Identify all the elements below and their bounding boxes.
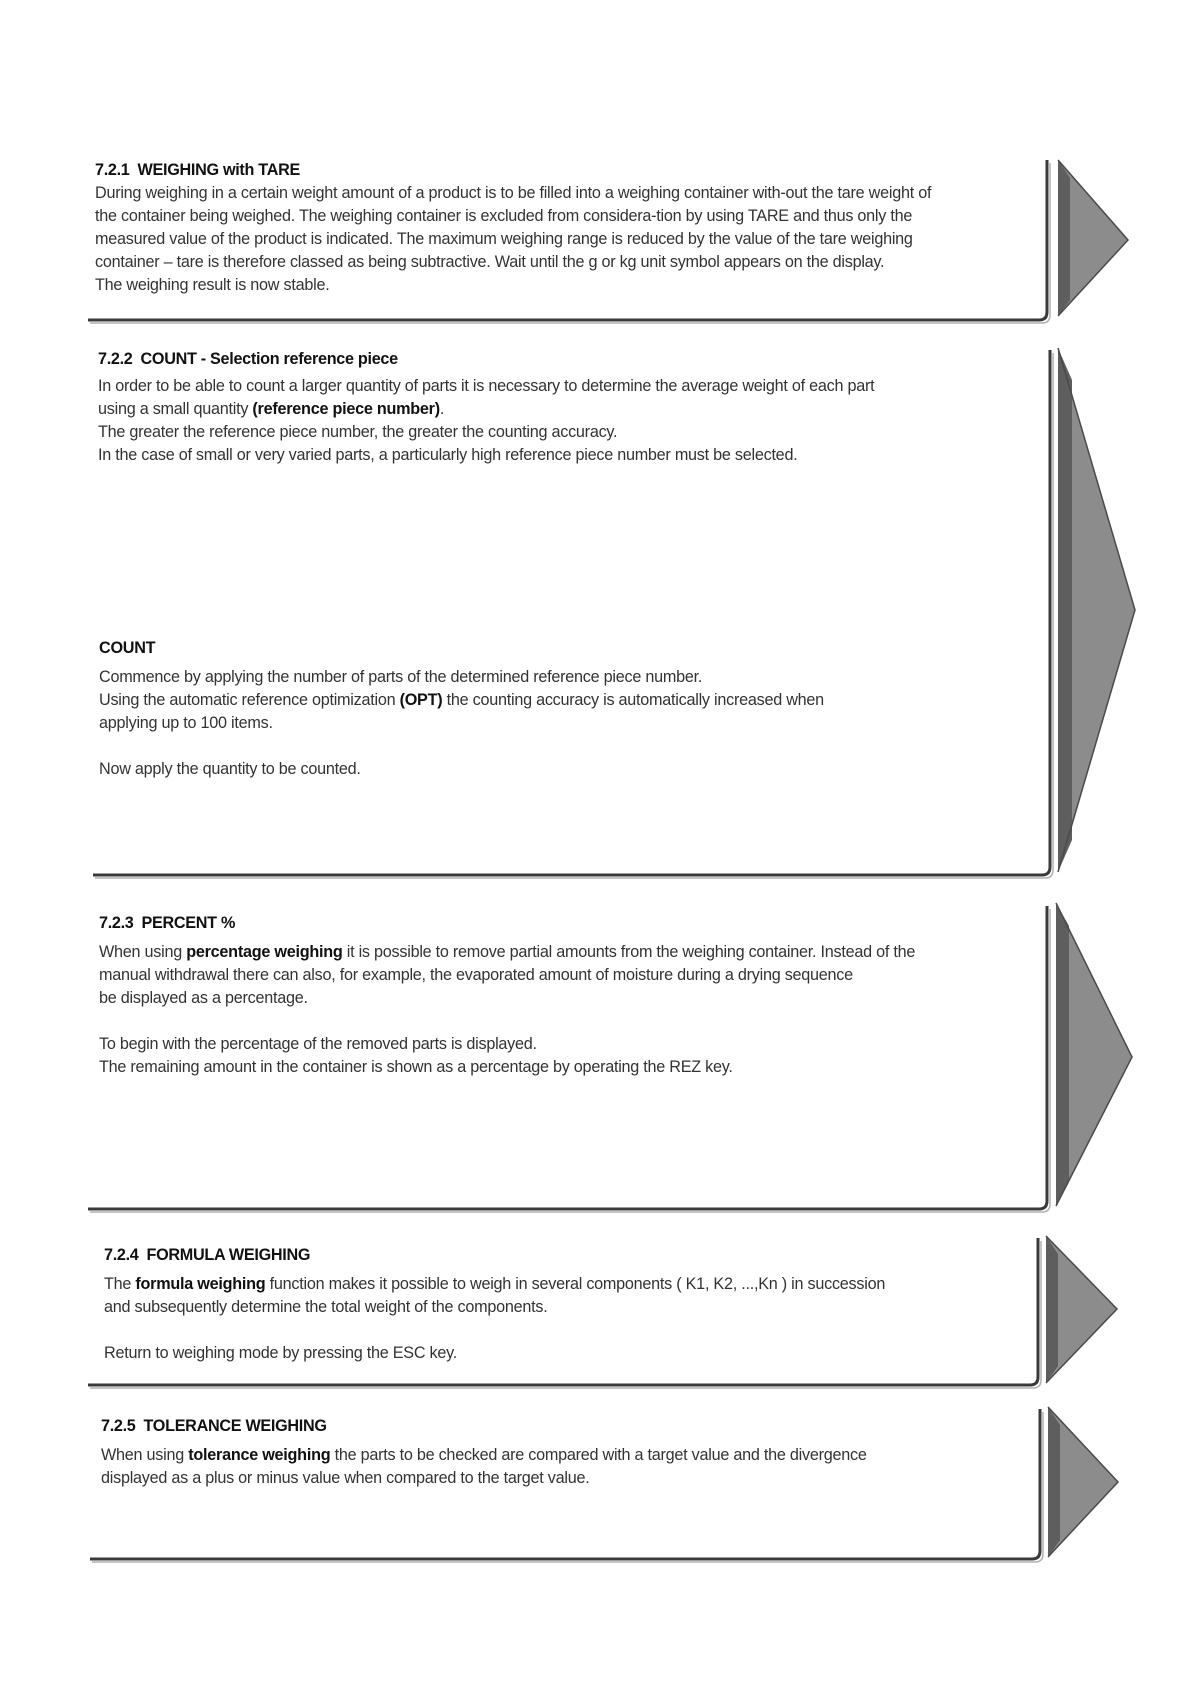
paragraph-line: Return to weighing mode by pressing the ESC key. [104,1344,458,1362]
paragraph-line [101,1444,1021,1467]
bold-term: tolerance weighing [188,1446,331,1464]
section-title: WEIGHING with TARE [137,161,300,179]
paragraph-line: The greater the reference piece number, the greater the counting accuracy. [98,423,618,441]
paragraph-line: manual withdrawal there can also, for example, the evaporated amount of moisture during a drying sequence [99,966,853,984]
text-run: the parts to be checked are compared with a target value and the divergence [330,1446,867,1464]
text-run: When using [101,1446,189,1464]
paragraph-line: In order to be able to count a larger quantity of parts it is necessary to determine the average weight of each part [98,377,875,395]
text-run: . [439,400,445,418]
section-number: 7.2.3 [99,914,134,932]
bold-term: (OPT) [399,691,443,709]
paragraph-line: measured value of the product is indicated. The maximum weighing range is reduced by the value of the tare weighing [95,230,913,248]
bold-term: (reference piece number) [252,400,440,418]
paragraph-line: the container being weighed. The weighing container is excluded from considera-tion by using TARE and thus only the [95,207,913,225]
paragraph-line: The remaining amount in the container is shown as a percentage by operating the REZ key. [99,1058,733,1076]
section-number: 7.2.2 [98,350,133,368]
paragraph-line: The weighing result is now stable. [95,276,330,294]
text-run: Using the automatic reference optimization [99,691,400,709]
count-subheading: COUNT [99,639,156,657]
bold-term: percentage weighing [186,943,343,961]
text-run: When using [99,943,187,961]
section-number: 7.2.4 [104,1246,139,1264]
paragraph-line: be displayed as a percentage. [99,989,308,1007]
paragraph-line: and subsequently determine the total weight of the components. [104,1298,548,1316]
text-run: using a small quantity [98,400,253,418]
paragraph-line: applying up to 100 items. [99,714,273,732]
paragraph-line: In the case of small or very varied parts, a particularly high reference piece number must be selected. [98,446,798,464]
text-run: the counting accuracy is automatically increased when [442,691,824,709]
paragraph-line: container – tare is therefore classed as being subtractive. Wait until the g or kg unit symbol appears on the display. [95,253,885,271]
section-title: TOLERANCE WEIGHING [143,1417,327,1435]
section-title: COUNT - Selection reference piece [140,350,398,368]
paragraph-line: To begin with the percentage of the removed parts is displayed. [99,1035,537,1053]
paragraph-line: displayed as a plus or minus value when compared to the target value. [101,1469,590,1487]
text-run: The [104,1275,136,1293]
paragraph-line: Commence by applying the number of parts of the determined reference piece number. [99,668,703,686]
section-number: 7.2.1 [95,161,130,179]
next-arrow-icon [1048,1407,1118,1557]
text-run: it is possible to remove partial amounts from the weighing container. Instead of the [342,943,916,961]
section-title: FORMULA WEIGHING [146,1246,311,1264]
section-number: 7.2.5 [101,1417,136,1435]
paragraph-line: During weighing in a certain weight amount of a product is to be filled into a weighing container with-out the tare weight of [95,184,932,202]
section-heading [101,1415,1021,1438]
paragraph-line: Now apply the quantity to be counted. [99,760,361,778]
bold-term: formula weighing [135,1275,266,1293]
section-title: PERCENT % [141,914,236,932]
text-run: function makes it possible to weigh in several components ( K1, K2, ...,Kn ) in succession [265,1275,886,1293]
